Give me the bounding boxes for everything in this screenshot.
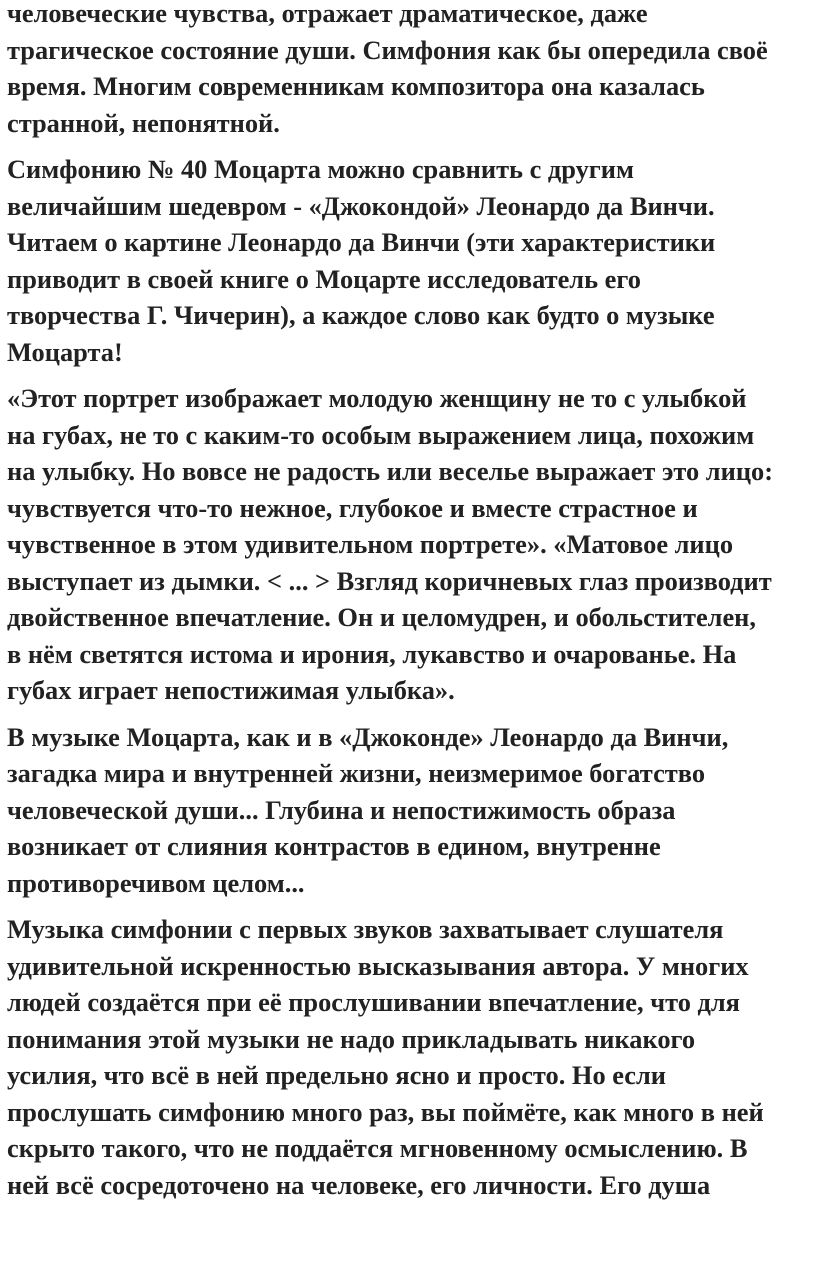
- text-line: на улыбку. Но вовсе не радость или веселье выражает это лицо:: [7, 456, 774, 486]
- text-line: в нём светятся истома и ирония, лукавство и очарованье. На: [7, 638, 737, 669]
- paragraph-symphony-listening: [7, 911, 810, 1203]
- text-line: странной, непонятной.: [7, 107, 280, 138]
- text-line: Моцарта!: [7, 336, 123, 367]
- text-line: двойственное впечатление. Он и целомудрен, и обольстителен,: [7, 602, 756, 632]
- text-line: выступает из дымки. < ... > Взгляд коричневых глаз производит: [7, 565, 772, 596]
- text-line: величайшим шедевром - «Джокондой» Леонардо да Винчи.: [7, 190, 715, 221]
- text-line: возникает от слияния контрастов в едином, внутренне: [7, 831, 661, 861]
- text-line: удивительной искренностью высказывания автора. У многих: [7, 950, 749, 981]
- paragraph-mona-lisa-comparison: [7, 151, 810, 370]
- text-line: загадка мира и внутренней жизни, неизмеримое богатство: [7, 758, 706, 788]
- text-line: Симфонию № 40 Моцарта можно сравнить с другим: [7, 154, 634, 184]
- text-line: губах играет непостижимая улыбка».: [7, 675, 455, 705]
- text-line: человеческие чувства, отражает драматическое, даже: [7, 0, 648, 28]
- text-line: людей создаётся при её прослушивании впечатление, что для: [7, 987, 740, 1017]
- text-line: ней всё сосредоточено на человеке, его личности. Его душа: [7, 1169, 711, 1200]
- text-line: Читаем о картине Леонардо да Винчи (эти характеристики: [7, 227, 716, 257]
- text-line: чувственное в этом удивительном портрете». «Матовое лицо: [7, 529, 734, 559]
- text-line: Музыка симфонии с первых звуков захватывает слушателя: [7, 914, 724, 944]
- text-line: скрыто такого, что не поддаётся мгновенному осмыслению. В: [7, 1133, 748, 1163]
- text-line: усилия, что всё в ней предельно ясно и просто. Но если: [7, 1060, 666, 1090]
- text-line: прослушать симфонию много раз, вы поймёте, как много в ней: [7, 1096, 764, 1127]
- text-line: понимания этой музыки не надо прикладывать никакого: [7, 1023, 696, 1054]
- text-line: человеческой души... Глубина и непостижимость образа: [7, 794, 676, 825]
- paragraph-mozart-music-mystery: [7, 719, 810, 902]
- paragraph-symphony-ahead-of-time: [7, 0, 810, 141]
- text-line: время. Многим современникам композитора она казалась: [7, 71, 705, 101]
- paragraph-portrait-quote: [7, 380, 810, 709]
- text-line: на губах, не то с каким-то особым выражением лица, похожим: [7, 419, 755, 450]
- text-line: приводит в своей книге о Моцарте исследователь его: [7, 263, 641, 294]
- text-line: «Этот портрет изображает молодую женщину не то с улыбкой: [7, 383, 747, 413]
- text-line: чувствуется что-то нежное, глубокое и вместе страстное и: [7, 492, 698, 523]
- text-line: В музыке Моцарта, как и в «Джоконде» Леонардо да Винчи,: [7, 721, 729, 752]
- text-line: трагическое состояние души. Симфония как бы опередила своё: [7, 34, 768, 65]
- text-line: противоречивом целом...: [7, 867, 305, 898]
- text-line: творчества Г. Чичерин), а каждое слово как будто о музыке: [7, 300, 715, 330]
